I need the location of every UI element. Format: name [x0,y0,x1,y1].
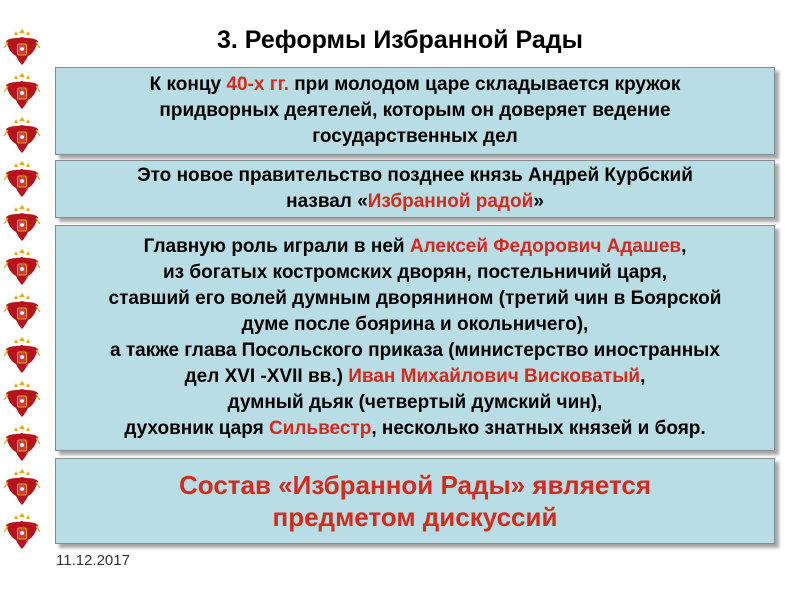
page-title: 3. Реформы Избранной Рады [217,26,583,54]
double-headed-eagle-icon [2,512,42,552]
double-headed-eagle-icon [2,292,42,332]
double-headed-eagle-icon [2,72,42,112]
double-headed-eagle-icon [2,380,42,420]
text-box-4 [55,458,775,544]
box2-line1: Это новое правительство позднее князь Андрей Курбский [137,165,693,186]
double-headed-eagle-icon [2,160,42,200]
box4-line1: Состав «Избранной Рады» является [179,470,651,500]
box4-line2: предметом дискуссий [272,502,558,532]
box3-line3: ставший его волей думным дворянином (третий чин в Боярской [108,288,722,309]
box3-line8: духовник царя Сильвестр, несколько знатных князей и бояр. [124,418,706,439]
box1-line3: государственных дел [312,126,518,147]
slide-date: 11.12.2017 [56,552,130,569]
double-headed-eagle-icon [2,204,42,244]
box3-line5: а также глава Посольского приказа (министерство иностранных [110,340,720,361]
text-box-3 [55,225,775,451]
box1-line2: придворных деятелей, которым он доверяет ведение [159,100,671,121]
double-headed-eagle-icon [2,468,42,508]
double-headed-eagle-icon [2,336,42,376]
box3-line4: думе после боярина и окольничего), [241,314,589,335]
box3-line7: думный дьяк (четвертый думский чин), [227,392,603,413]
box3-line6: дел XVI -XVII вв.) Иван Михайлович Висковатый, [184,366,646,387]
box1-line1: К концу 40-х гг. при молодом царе складывается кружок [149,74,681,95]
double-headed-eagle-icon [2,116,42,156]
double-headed-eagle-icon [2,424,42,464]
double-headed-eagle-icon [2,248,42,288]
box2-line2: назвал «Избранной радой» [286,191,544,212]
box3-line2: из богатых костромских дворян, постельничий царя, [162,262,668,283]
text-box-1 [55,67,775,155]
box3-line1: Главную роль играли в ней Алексей Федорович Адашев, [143,236,687,257]
text-box-2 [55,160,775,218]
